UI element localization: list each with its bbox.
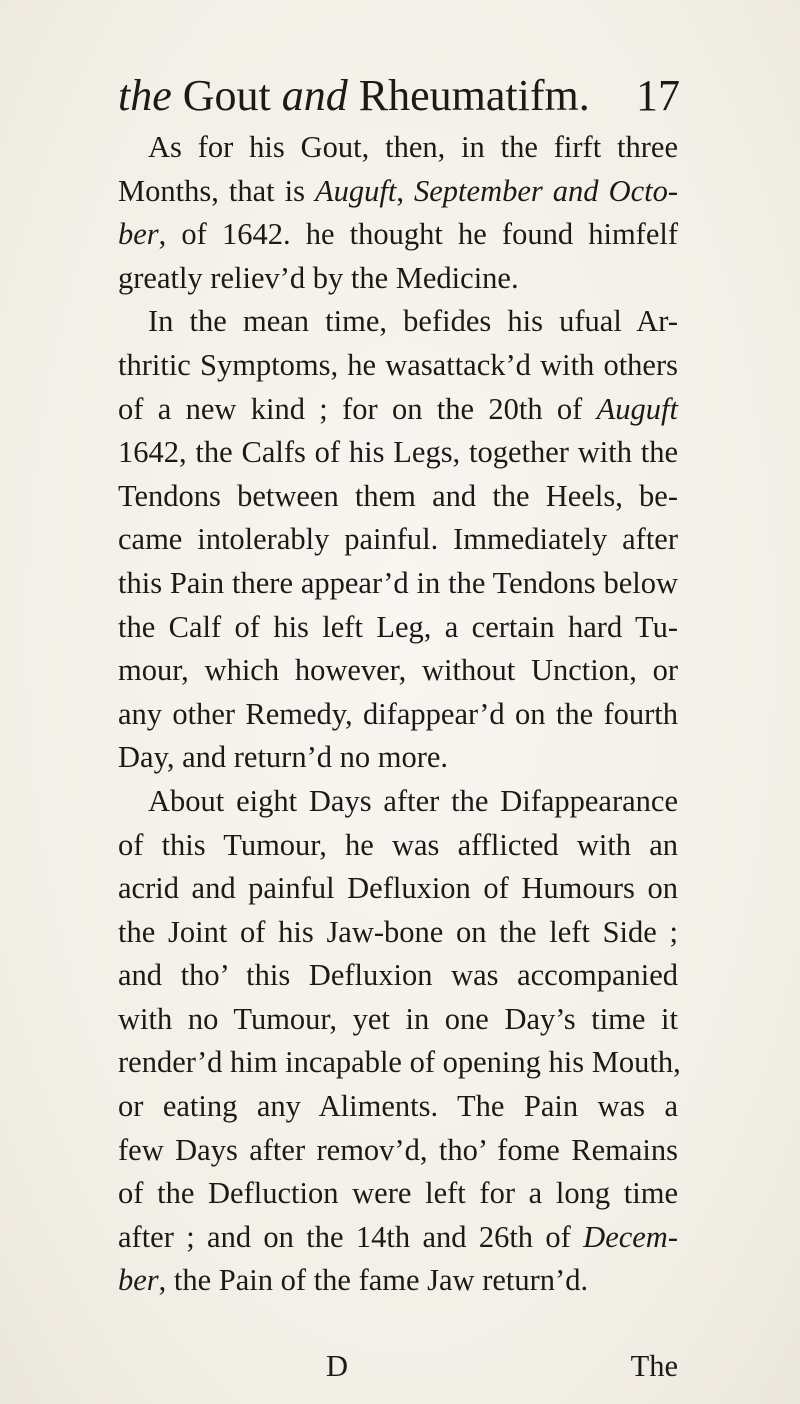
text-fragment: , [158, 1263, 174, 1298]
text-line: this Pain there appear’d in the Tendons below [118, 565, 678, 600]
text-fragment [543, 174, 553, 208]
text-fragment: of a new kind ; for on the 20th of [118, 391, 597, 426]
text-line [118, 170, 678, 214]
text-line: In the mean time, befides his ufual Ar- [148, 304, 678, 339]
italic-word: and [552, 173, 599, 208]
text-line: About eight Days after the Difappearance [148, 783, 678, 818]
catchword: The [630, 1349, 678, 1383]
text-line: came intolerably painful. Immediately after [118, 522, 678, 557]
text-fragment: Months, that is [118, 173, 316, 208]
text-line: As for his Gout, then, in the firft three [148, 130, 678, 164]
text-fragment [599, 174, 609, 208]
text-line: of the Defluction were left for a long time [118, 1176, 678, 1211]
signature-mark: D [326, 1349, 349, 1383]
page-number: 17 [636, 71, 680, 120]
text-line [118, 1259, 678, 1303]
italic-word: Decem- [583, 1219, 678, 1254]
body-text [118, 126, 681, 1303]
text-fragment: , of 1642. he thought he found himfelf [158, 217, 678, 252]
text-line [118, 388, 678, 432]
text-line: of this Tumour, he was afflicted with an [118, 827, 678, 862]
text-fragment: , [396, 173, 415, 208]
italic-word: Auguft [596, 391, 678, 426]
text-line: render’d him incapable of opening his Mouth, [118, 1045, 681, 1080]
italic-word: September [414, 173, 543, 208]
text-line: or eating any Aliments. The Pain was a [118, 1089, 678, 1124]
text-line: Day, and return’d no more. [118, 740, 449, 775]
running-head-rheumatism: Rheumatifm. [358, 71, 590, 120]
italic-word: ber [118, 217, 159, 252]
text-line: 1642, the Calfs of his Legs, together with the [118, 435, 678, 470]
text-line: few Days after remov’d, tho’ fome Remains [118, 1132, 678, 1167]
running-head-and: and [281, 71, 348, 120]
italic-word: ber [118, 1263, 159, 1298]
running-head-the: the [118, 71, 172, 120]
text-line: mour, which however, without Unction, or [118, 653, 678, 688]
text-line: greatly reliev’d by the Medicine. [118, 260, 519, 295]
text-line: Tendons between them and the Heels, be- [118, 478, 678, 513]
running-head [118, 66, 678, 126]
text-fragment: the Pain of the fame Jaw return’d. [173, 1263, 589, 1298]
text-line: the Joint of his Jaw-bone on the left Side ; [118, 914, 678, 949]
text-line [118, 1216, 678, 1260]
running-head-gout: Gout [182, 71, 271, 120]
text-line: thritic Symptoms, he wasattack’d with others [118, 347, 678, 382]
italic-word: Auguft [315, 173, 397, 208]
text-line: acrid and painful Defluxion of Humours on [118, 871, 678, 906]
text-fragment: after ; and on the 14th and 26th of [118, 1219, 584, 1254]
page-footer [118, 1342, 678, 1390]
text-line: the Calf of his left Leg, a certain hard Tu- [118, 609, 678, 644]
text-line [118, 213, 678, 257]
text-line: and tho’ this Defluxion was accompanied [118, 958, 678, 993]
text-line: any other Remedy, difappear’d on the fourth [118, 696, 678, 731]
italic-word: Octo- [608, 173, 679, 208]
text-line: with no Tumour, yet in one Day’s time it [118, 1001, 678, 1036]
